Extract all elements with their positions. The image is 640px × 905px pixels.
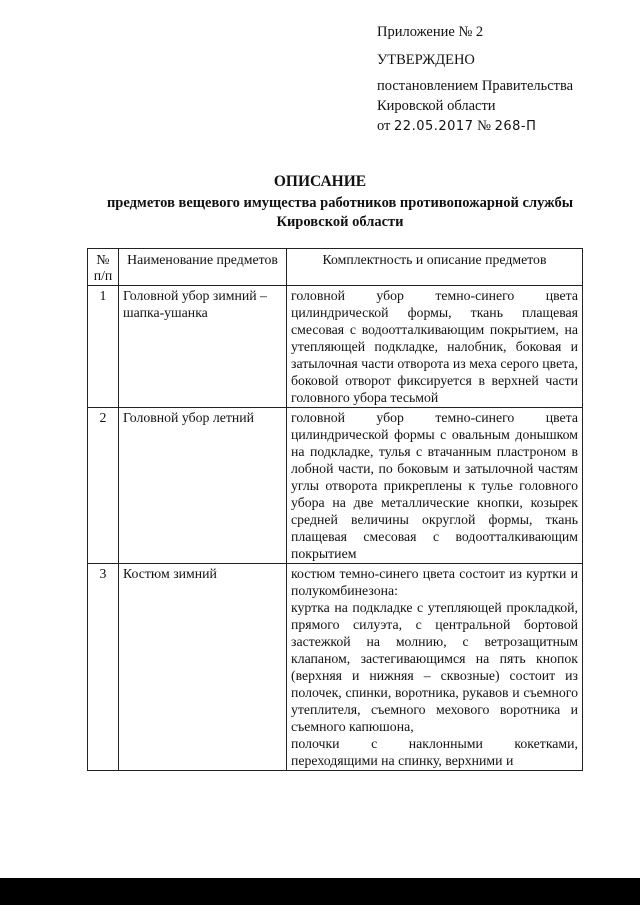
row-number: 1	[88, 286, 119, 408]
approval-block	[377, 22, 573, 137]
row-number: 3	[88, 564, 119, 771]
handwritten-number: 268-П	[494, 119, 537, 134]
items-table	[87, 248, 583, 771]
decree-line-2: Кировской области	[377, 98, 496, 114]
row-name: Головной убор летний	[119, 408, 287, 564]
approved-label: УТВЕРЖДЕНО	[377, 52, 475, 68]
document-subtitle: предметов вещевого имущества работников противопожарной службы Кировской области	[106, 195, 574, 230]
row-description	[287, 564, 583, 771]
decree-date-line	[377, 116, 573, 137]
header-description: Комплектность и описание предметов	[287, 249, 583, 286]
date-prefix: от	[377, 118, 391, 134]
handwritten-date: 22.05.2017	[394, 119, 474, 134]
document-title: ОПИСАНИЕ	[273, 173, 367, 190]
row-name: Костюм зимний	[119, 564, 287, 771]
table-header-row	[88, 249, 583, 286]
description-paragraph: костюм темно-синего цвета состоит из куртки и полукомбинезона:	[291, 566, 578, 598]
row-name: Головной убор зимний – шапка-ушанка	[119, 286, 287, 408]
appendix-label: Приложение № 2	[377, 24, 484, 40]
table-row	[88, 408, 583, 564]
scan-edge-bar	[0, 878, 640, 905]
description-paragraph: полочки с наклонными кокетками, переходящими на спинку, верхними и	[291, 736, 578, 768]
description-paragraph: куртка на подкладке с утепляющей прокладкой, прямого силуэта, с центральной бортовой застежкой на молнию, с ветрозащитным клапаном, застегивающимся на пять кнопок (верхняя и нижняя – сквозные) состоит из полочек, спинки, воротника, рукавов и съемного утеплителя, съемного мехового воротника и съемного капюшона,	[291, 600, 578, 734]
number-prefix: №	[477, 118, 491, 134]
header-name: Наименование предметов	[119, 249, 287, 286]
row-description: головной убор темно-синего цвета цилиндрической формы, ткань плащевая смесовая с водоотталкивающим покрытием, на утепляющей подкладке, налобник, боковая и затылочная части отворота из меха серого цвета, боковой отворот фиксируется в верхней части головного убора тесьмой	[287, 286, 583, 408]
decree-line-1: постановлением Правительства	[377, 78, 574, 94]
header-number: № п/п	[88, 249, 119, 286]
table-row	[88, 564, 583, 771]
row-description: головной убор темно-синего цвета цилиндрической формы с овальным донышком на подкладке, тулья с втачанным пластроном в лобной части, по боковым и затылочной частям углы отворота прикреплены к тулье головного убора на две металлические кнопки, козырек средней величины округлой формы, ткань плащевая смесовая с водоотталкивающим покрытием	[287, 408, 583, 564]
table-row	[88, 286, 583, 408]
row-number: 2	[88, 408, 119, 564]
